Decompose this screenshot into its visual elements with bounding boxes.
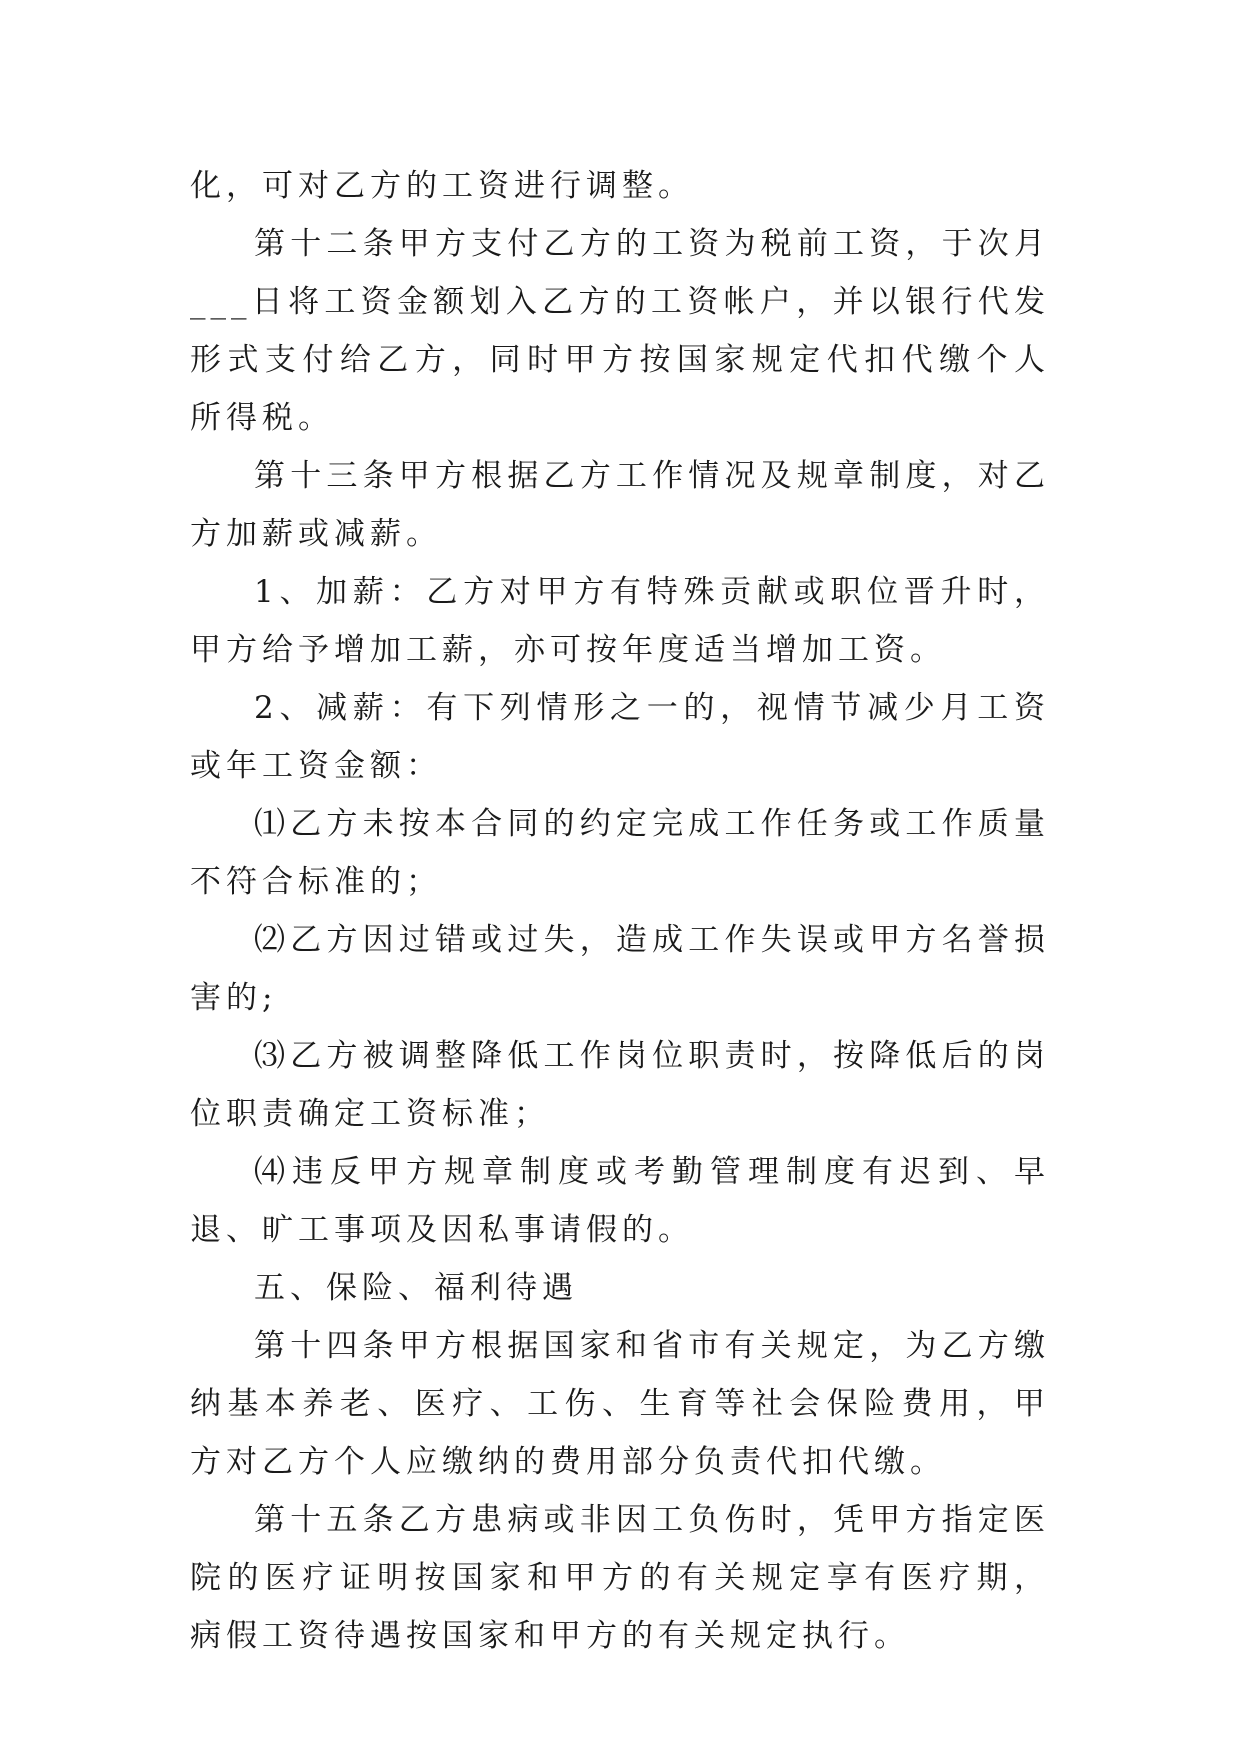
paragraph-article-13: 第十三条甲方根据乙方工作情况及规章制度，对乙方加薪或减薪。 xyxy=(190,458,1050,552)
document-body xyxy=(190,157,1050,1665)
paragraph-item-2: ⑵乙方因过错或过失，造成工作失误或甲方名誉损害的; xyxy=(190,922,1050,1016)
paragraph-item-4: ⑷违反甲方规章制度或考勤管理制度有迟到、早退、旷工事项及因私事请假的。 xyxy=(190,1154,1050,1248)
paragraph-continuation: 化，可对乙方的工资进行调整。 xyxy=(190,168,694,204)
paragraph-salary-decrease: 2、减薪：有下列情形之一的，视情节减少月工资或年工资金额： xyxy=(190,690,1050,784)
paragraph-article-14: 第十四条甲方根据国家和省市有关规定，为乙方缴纳基本养老、医疗、工伤、生育等社会保险费用，甲方对乙方个人应缴纳的费用部分负责代扣代缴。 xyxy=(190,1328,1050,1480)
paragraph-article-12: 第十二条甲方支付乙方的工资为税前工资，于次月___日将工资金额划入乙方的工资帐户，并以银行代发形式支付给乙方，同时甲方按国家规定代扣代缴个人所得税。 xyxy=(190,226,1050,436)
paragraph-item-3: ⑶乙方被调整降低工作岗位职责时，按降低后的岗位职责确定工资标准； xyxy=(190,1038,1050,1132)
section-heading-insurance: 五、保险、福利待遇 xyxy=(254,1270,578,1306)
paragraph-article-15: 第十五条乙方患病或非因工负伤时，凭甲方指定医院的医疗证明按国家和甲方的有关规定享有医疗期，病假工资待遇按国家和甲方的有关规定执行。 xyxy=(190,1502,1050,1654)
paragraph-salary-increase: 1、加薪：乙方对甲方有特殊贡献或职位晋升时，甲方给予增加工薪，亦可按年度适当增加工资。 xyxy=(190,574,1050,668)
paragraph-item-1: ⑴乙方未按本合同的约定完成工作任务或工作质量不符合标准的； xyxy=(190,806,1050,900)
